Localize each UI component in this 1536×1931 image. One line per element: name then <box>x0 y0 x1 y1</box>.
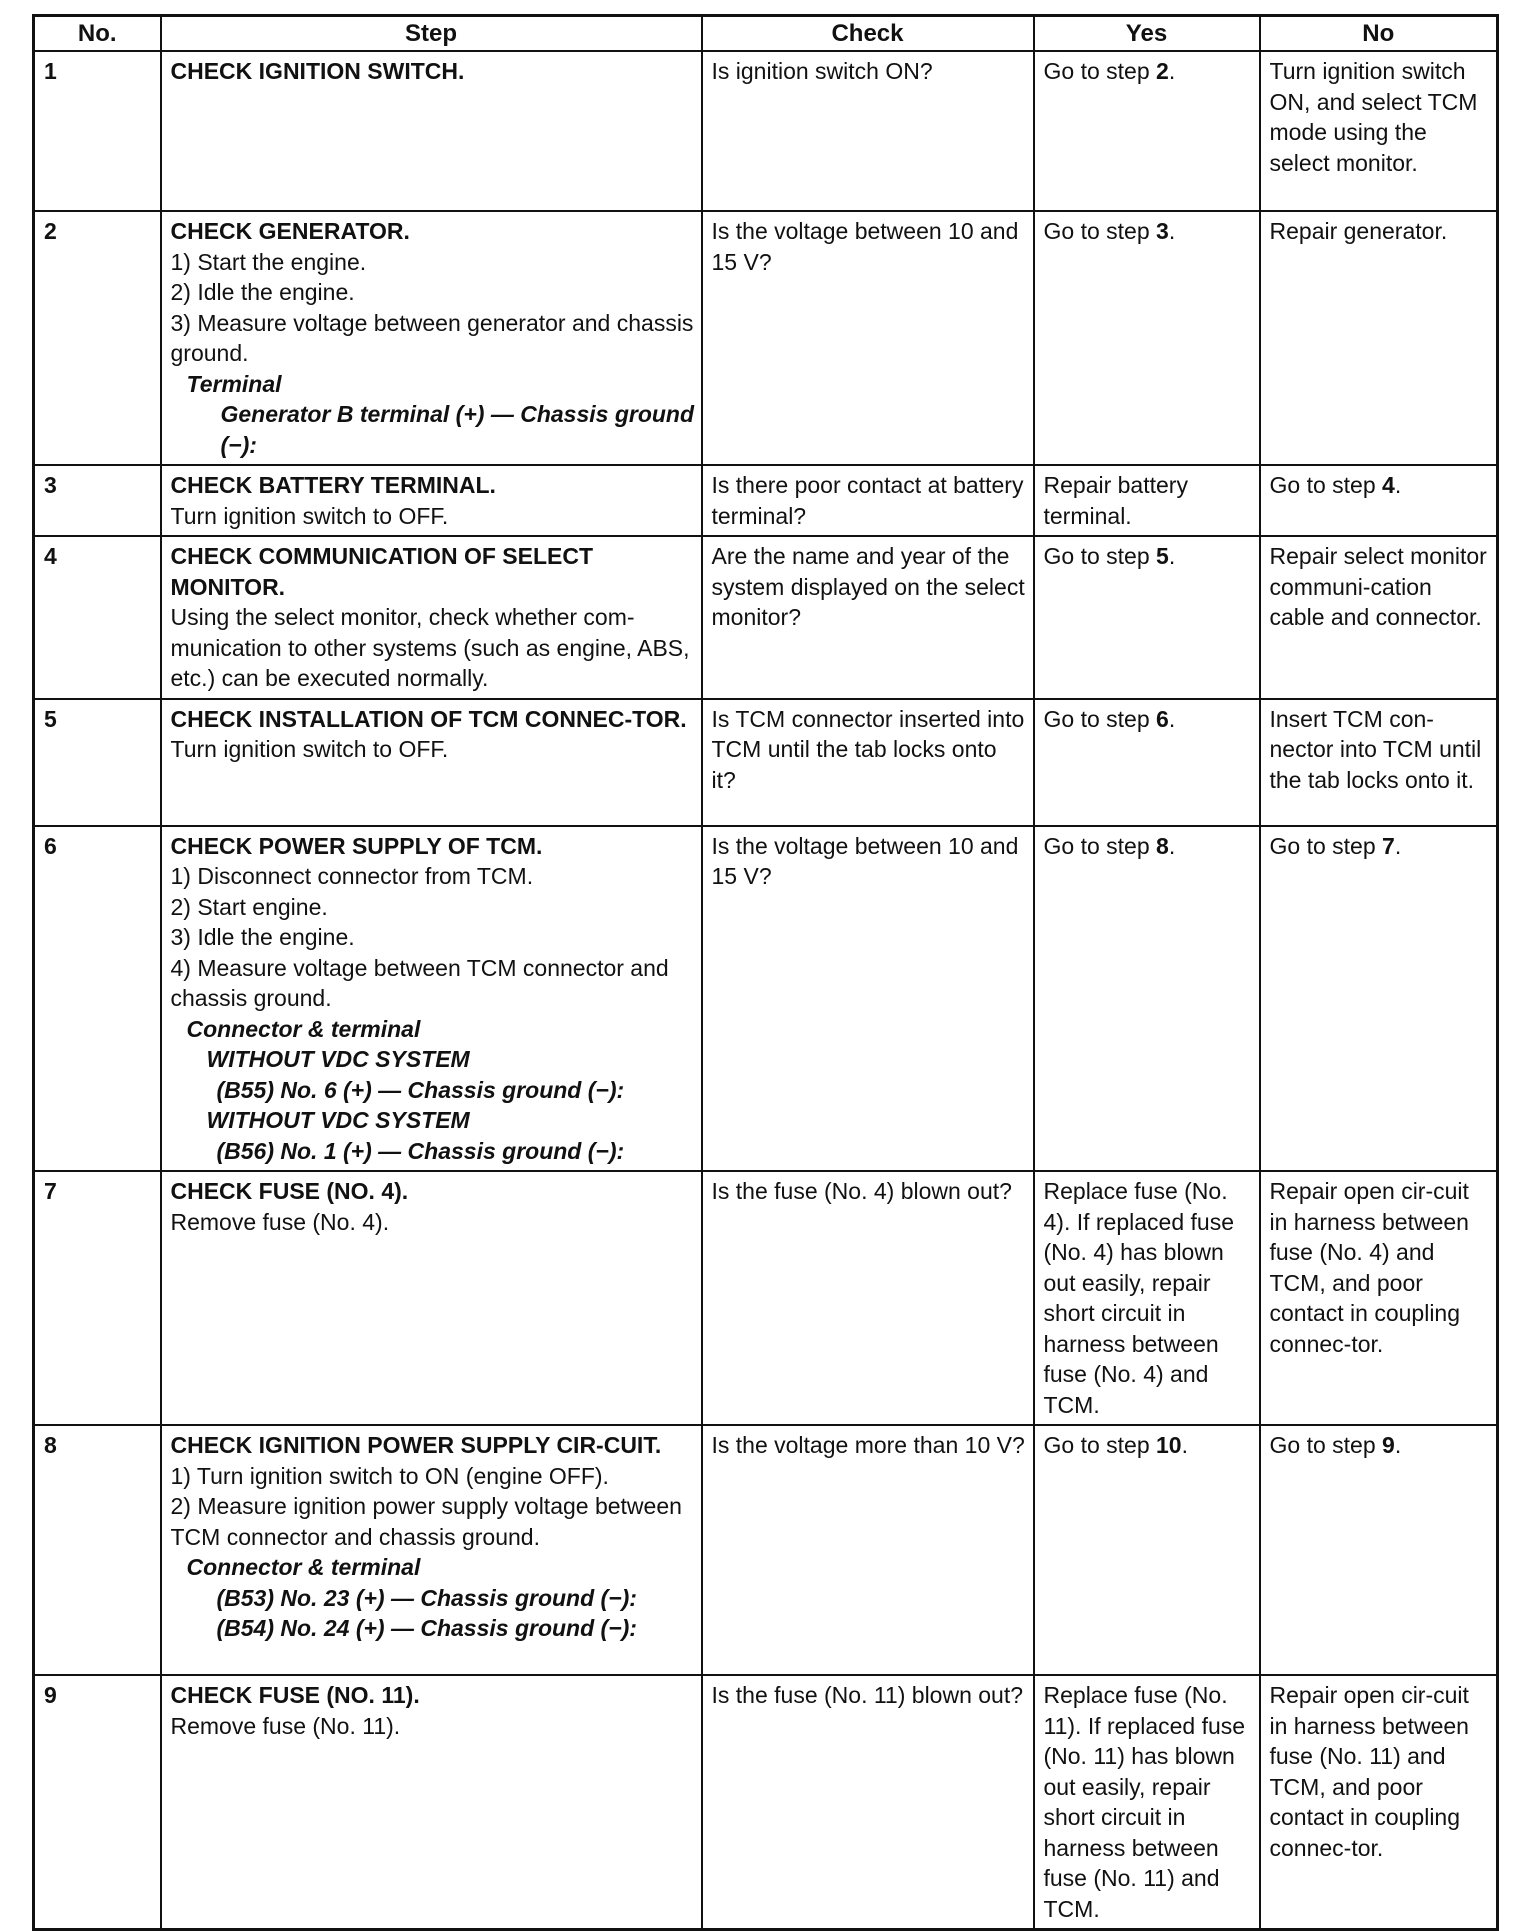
step-title: CHECK IGNITION POWER SUPPLY CIR-CUIT. <box>170 1432 662 1458</box>
yes-cell: Repair battery terminal. <box>1034 465 1260 536</box>
diagnostic-table <box>32 14 1499 1931</box>
yes-prefix: Go to step <box>1043 705 1157 732</box>
yes-step-ref: 5 <box>1156 543 1169 569</box>
table-row <box>34 1675 1498 1930</box>
yes-cell <box>1034 826 1260 1172</box>
yes-prefix: Go to step <box>1043 1432 1157 1458</box>
table-row <box>34 211 1498 465</box>
instruction-line: 2) Measure ignition power supply voltage between TCM connector and chassis ground. <box>170 1493 682 1550</box>
check-cell: Is the fuse (No. 11) blown out? <box>702 1675 1034 1930</box>
instruction-line: 2) Start engine. <box>170 893 328 920</box>
instruction-line: 1) Turn ignition switch to ON (engine OFF). <box>170 1462 609 1489</box>
step-number: 7 <box>34 1171 161 1425</box>
yes-prefix: Go to step <box>1043 58 1157 84</box>
step-cell <box>161 465 702 536</box>
table-row <box>34 1171 1498 1425</box>
instruction-line: 1) Disconnect connector from TCM. <box>170 863 534 889</box>
instruction-line: 2) Idle the engine. <box>170 279 355 305</box>
instruction-line: Turn ignition switch to OFF. <box>170 736 449 762</box>
no-prefix: Go to step <box>1269 472 1383 498</box>
yes-cell: Replace fuse (No. 11). If replaced fuse (No. 11) has blown out easily, repair short circuit in harness between fuse (No. 11) and TCM. <box>1034 1675 1260 1930</box>
header-no: No. <box>34 16 161 52</box>
no-cell: Repair generator. <box>1260 211 1498 465</box>
no-suffix: . <box>1394 472 1402 498</box>
check-cell: Is ignition switch ON? <box>702 51 1034 211</box>
no-cell: Repair open cir-cuit in harness between fuse (No. 4) and TCM, and poor contact in coupling connec-tor. <box>1260 1171 1498 1425</box>
step-title: CHECK GENERATOR. <box>170 218 410 244</box>
spec-line: Generator B terminal (+) — Chassis ground (−): <box>220 401 695 458</box>
yes-step-ref: 8 <box>1156 832 1169 859</box>
table-row <box>34 465 1498 536</box>
spec-label: Terminal <box>186 370 282 397</box>
yes-suffix: . <box>1168 218 1176 244</box>
spec-line: (B54) No. 24 (+) — Chassis ground (−): <box>216 1615 637 1641</box>
table-row <box>34 699 1498 826</box>
yes-step-ref: 6 <box>1156 705 1169 732</box>
no-step-ref: 9 <box>1382 1432 1395 1458</box>
yes-cell <box>1034 51 1260 211</box>
no-suffix: . <box>1394 1432 1402 1458</box>
header-check: Check <box>702 16 1034 52</box>
check-cell: Is TCM connector inserted into TCM until the tab locks onto it? <box>702 699 1034 826</box>
table-row <box>34 1425 1498 1675</box>
yes-prefix: Go to step <box>1043 832 1157 859</box>
spec-line: (B55) No. 6 (+) — Chassis ground (−): <box>216 1076 625 1103</box>
yes-cell <box>1034 211 1260 465</box>
yes-cell: Replace fuse (No. 4). If replaced fuse (No. 4) has blown out easily, repair short circuit in harness between fuse (No. 4) and TCM. <box>1034 1171 1260 1425</box>
no-suffix: . <box>1394 832 1402 859</box>
yes-cell <box>1034 536 1260 699</box>
yes-step-ref: 2 <box>1156 58 1169 84</box>
yes-cell <box>1034 699 1260 826</box>
step-cell <box>161 211 702 465</box>
instruction-line: 1) Start the engine. <box>170 248 367 275</box>
step-title: CHECK POWER SUPPLY OF TCM. <box>170 832 543 859</box>
header-no-result: No <box>1260 16 1498 52</box>
yes-prefix: Go to step <box>1043 543 1157 569</box>
yes-step-ref: 3 <box>1156 218 1169 244</box>
step-number: 1 <box>34 51 161 211</box>
instruction-line: Using the select monitor, check whether com-munication to other systems (such as engine, ABS, etc.) can be executed normally. <box>170 604 690 691</box>
step-title: CHECK COMMUNICATION OF SELECT MONITOR. <box>170 543 594 600</box>
step-number: 3 <box>34 465 161 536</box>
table-header-row <box>34 16 1498 52</box>
spec-line: (B53) No. 23 (+) — Chassis ground (−): <box>216 1584 637 1611</box>
step-title: CHECK INSTALLATION OF TCM CONNEC-TOR. <box>170 705 687 732</box>
step-number: 9 <box>34 1675 161 1930</box>
no-cell <box>1260 1425 1498 1675</box>
step-cell <box>161 699 702 826</box>
table-row <box>34 826 1498 1172</box>
instruction-line: 4) Measure voltage between TCM connector and chassis ground. <box>170 954 669 1011</box>
check-cell: Is there poor contact at battery terminal? <box>702 465 1034 536</box>
instruction-line: Remove fuse (No. 4). <box>170 1208 390 1235</box>
check-cell: Is the voltage more than 10 V? <box>702 1425 1034 1675</box>
instruction-line: 3) Idle the engine. <box>170 924 355 950</box>
no-prefix: Go to step <box>1269 832 1383 859</box>
instruction-line: Remove fuse (No. 11). <box>170 1712 401 1739</box>
spec-label: Connector & terminal <box>186 1015 421 1042</box>
check-cell: Is the voltage between 10 and 15 V? <box>702 211 1034 465</box>
step-title: CHECK BATTERY TERMINAL. <box>170 472 496 498</box>
no-step-ref: 4 <box>1382 472 1395 498</box>
step-number: 4 <box>34 536 161 699</box>
step-cell <box>161 51 702 211</box>
header-yes: Yes <box>1034 16 1260 52</box>
instruction-line: Turn ignition switch to OFF. <box>170 502 449 529</box>
no-cell: Repair select monitor communi-cation cable and connector. <box>1260 536 1498 699</box>
no-cell <box>1260 465 1498 536</box>
no-cell: Insert TCM con-nector into TCM until the tab locks onto it. <box>1260 699 1498 826</box>
no-step-ref: 7 <box>1382 832 1395 859</box>
yes-suffix: . <box>1168 543 1176 569</box>
step-cell <box>161 1425 702 1675</box>
spec-label: Connector & terminal <box>186 1554 421 1580</box>
header-step: Step <box>161 16 702 52</box>
step-title: CHECK FUSE (NO. 11). <box>170 1682 420 1708</box>
yes-suffix: . <box>1168 58 1176 84</box>
yes-suffix: . <box>1181 1432 1188 1458</box>
table-row <box>34 536 1498 699</box>
step-number: 2 <box>34 211 161 465</box>
check-cell: Are the name and year of the system displayed on the select monitor? <box>702 536 1034 699</box>
yes-cell <box>1034 1425 1260 1675</box>
step-number: 5 <box>34 699 161 826</box>
yes-suffix: . <box>1168 832 1176 859</box>
spec-line: (B56) No. 1 (+) — Chassis ground (−): <box>216 1137 625 1164</box>
step-title: CHECK IGNITION SWITCH. <box>170 58 465 84</box>
no-cell: Turn ignition switch ON, and select TCM mode using the select monitor. <box>1260 51 1498 211</box>
step-cell <box>161 1171 702 1425</box>
check-cell: Is the fuse (No. 4) blown out? <box>702 1171 1034 1425</box>
no-cell <box>1260 826 1498 1172</box>
instruction-line: 3) Measure voltage between generator and chassis ground. <box>170 309 694 366</box>
no-prefix: Go to step <box>1269 1432 1383 1458</box>
check-cell: Is the voltage between 10 and 15 V? <box>702 826 1034 1172</box>
yes-prefix: Go to step <box>1043 218 1157 244</box>
spec-group: WITHOUT VDC SYSTEM <box>206 1046 470 1072</box>
yes-suffix: . <box>1168 705 1176 732</box>
table-row <box>34 51 1498 211</box>
step-number: 6 <box>34 826 161 1172</box>
step-title: CHECK FUSE (NO. 4). <box>170 1178 409 1204</box>
spec-group: WITHOUT VDC SYSTEM <box>206 1107 470 1133</box>
step-cell <box>161 536 702 699</box>
step-cell <box>161 826 702 1172</box>
yes-step-ref: 10 <box>1156 1432 1182 1458</box>
step-number: 8 <box>34 1425 161 1675</box>
no-cell: Repair open cir-cuit in harness between fuse (No. 11) and TCM, and poor contact in coupling connec-tor. <box>1260 1675 1498 1930</box>
step-cell <box>161 1675 702 1930</box>
